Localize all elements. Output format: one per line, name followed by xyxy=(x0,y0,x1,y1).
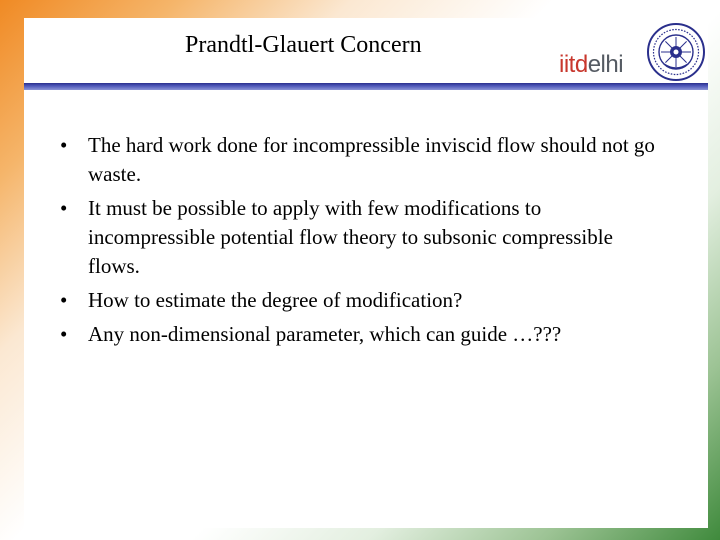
bullet-icon: • xyxy=(60,322,68,346)
slide-body xyxy=(60,131,660,354)
bullet-text: It must be possible to apply with few modifications to incompressible potential flow theory to subsonic compressible flows. xyxy=(88,196,613,278)
bullet-list xyxy=(60,131,660,349)
logo-text-part-a: iitd xyxy=(559,51,588,78)
iitdelhi-logo-text xyxy=(559,51,623,79)
bullet-text: The hard work done for incompressible inviscid flow should not go waste. xyxy=(88,133,655,186)
bullet-text: How to estimate the degree of modification? xyxy=(88,288,463,312)
bullet-icon: • xyxy=(60,196,68,220)
header-divider xyxy=(24,83,708,90)
bullet-item xyxy=(60,131,660,189)
bullet-text: Any non-dimensional parameter, which can guide …??? xyxy=(88,322,562,346)
slide xyxy=(24,18,708,528)
bullet-item xyxy=(60,320,660,349)
slide-title: Prandtl-Glauert Concern xyxy=(185,32,422,58)
slide-header xyxy=(24,18,708,83)
bullet-item xyxy=(60,194,660,281)
iit-delhi-seal-icon xyxy=(646,22,706,82)
bullet-icon: • xyxy=(60,288,68,312)
bullet-icon: • xyxy=(60,133,68,157)
logo-text-part-b: elhi xyxy=(587,51,624,78)
bullet-item xyxy=(60,286,660,315)
